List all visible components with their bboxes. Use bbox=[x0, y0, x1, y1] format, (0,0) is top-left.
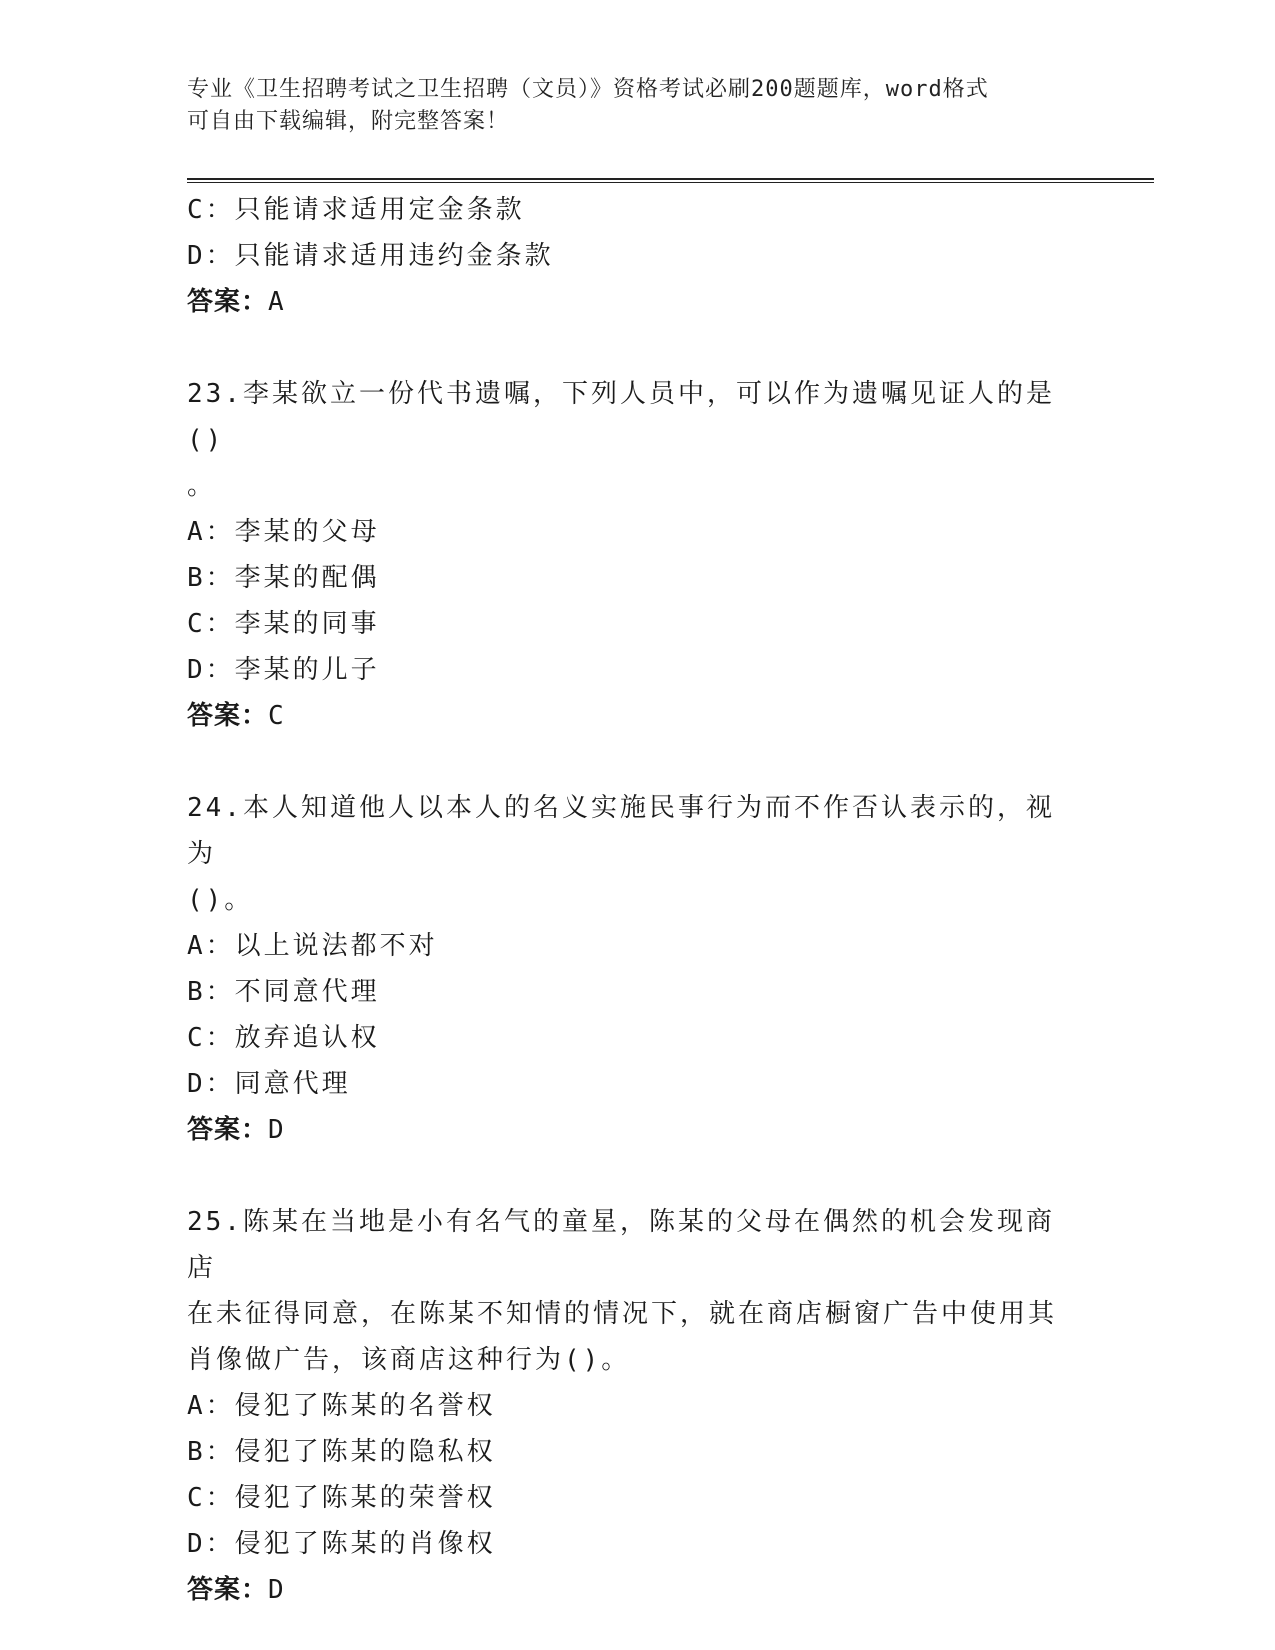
answer-label: 答案： bbox=[187, 1115, 269, 1145]
option-b: B：不同意代理 bbox=[187, 977, 380, 1007]
answer-line bbox=[187, 1107, 1077, 1153]
option-c: C：放弃追认权 bbox=[187, 1023, 380, 1053]
answer-value: A bbox=[268, 287, 285, 317]
option-a: A：以上说法都不对 bbox=[187, 931, 438, 961]
option-b: B：侵犯了陈某的隐私权 bbox=[187, 1437, 496, 1467]
answer-line bbox=[187, 693, 1077, 739]
option-c: C：只能请求适用定金条款 bbox=[187, 195, 525, 225]
answer-value: D bbox=[268, 1575, 285, 1605]
answer-label: 答案： bbox=[187, 287, 269, 317]
question-stem bbox=[187, 1199, 1077, 1383]
stem-line: 25.陈某在当地是小有名气的童星，陈某的父母在偶然的机会发现商店 bbox=[187, 1207, 1055, 1283]
stem-line: 在未征得同意，在陈某不知情的情况下，就在商店橱窗广告中使用其 bbox=[187, 1299, 1058, 1329]
option-c: C：李某的同事 bbox=[187, 609, 380, 639]
question-25 bbox=[187, 1199, 1077, 1613]
stem-line: ()。 bbox=[187, 885, 254, 915]
page-header bbox=[187, 74, 1067, 138]
answer-value: C bbox=[268, 701, 285, 731]
answer-label: 答案： bbox=[187, 701, 269, 731]
question-stem bbox=[187, 785, 1077, 923]
option-d: D：同意代理 bbox=[187, 1069, 351, 1099]
option-d: D：李某的儿子 bbox=[187, 655, 380, 685]
stem-line: 。 bbox=[187, 471, 217, 501]
option-b: B：李某的配偶 bbox=[187, 563, 380, 593]
stem-line: 肖像做广告，该商店这种行为()。 bbox=[187, 1345, 631, 1375]
option-a: A：李某的父母 bbox=[187, 517, 380, 547]
previous-question-tail bbox=[187, 187, 1077, 325]
stem-line: 24.本人知道他人以本人的名义实施民事行为而不作否认表示的，视为 bbox=[187, 793, 1055, 869]
question-24 bbox=[187, 785, 1077, 1153]
stem-line: 23.李某欲立一份代书遗嘱，下列人员中，可以作为遗嘱见证人的是() bbox=[187, 379, 1055, 455]
option-c: C：侵犯了陈某的荣誉权 bbox=[187, 1483, 496, 1513]
option-d: D：只能请求适用违约金条款 bbox=[187, 241, 554, 271]
header-line-1: 专业《卫生招聘考试之卫生招聘（文员）》资格考试必刷200题题库，word格式 bbox=[187, 77, 989, 102]
header-line-2: 可自由下载编辑，附完整答案！ bbox=[187, 109, 510, 134]
answer-label: 答案： bbox=[187, 1575, 269, 1605]
option-a: A：侵犯了陈某的名誉权 bbox=[187, 1391, 496, 1421]
answer-value: D bbox=[268, 1115, 285, 1145]
header-divider bbox=[187, 178, 1154, 183]
question-content bbox=[187, 187, 1077, 1613]
option-d: D：侵犯了陈某的肖像权 bbox=[187, 1529, 496, 1559]
answer-line bbox=[187, 279, 1077, 325]
answer-line bbox=[187, 1567, 1077, 1613]
question-23 bbox=[187, 371, 1077, 739]
question-stem bbox=[187, 371, 1077, 509]
